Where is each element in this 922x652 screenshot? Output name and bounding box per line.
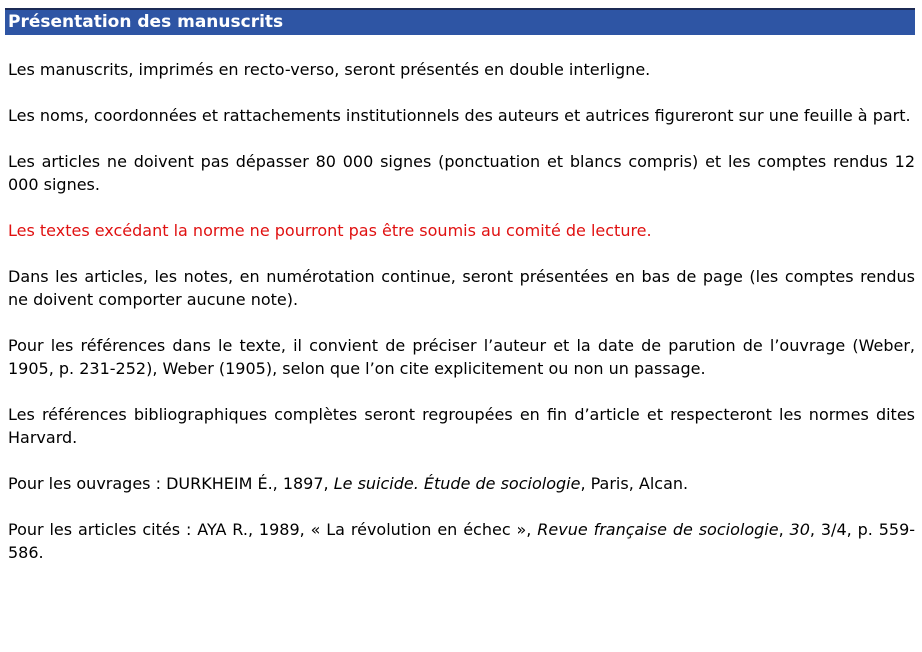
- paragraph: [8, 150, 915, 196]
- paragraph: [8, 403, 915, 449]
- paragraph: [8, 58, 915, 81]
- text-run: Le suicide. Étude de sociologie: [333, 474, 581, 493]
- text-run: Les textes excédant la norme ne pourront pas être soumis au comité de lecture.: [8, 221, 652, 240]
- paragraph: [8, 518, 915, 564]
- text-run: Dans les articles, les notes, en numérotation continue, seront présentées en bas de page (les comptes rendus ne doivent comporter aucune note).: [8, 267, 915, 309]
- paragraph: [8, 104, 915, 127]
- text-run: Les noms, coordonnées et rattachements institutionnels des auteurs et autrices figureront sur une feuille à part.: [8, 106, 911, 125]
- text-run: Les articles ne doivent pas dépasser 80 000 signes (ponctuation et blancs compris) et les comptes rendus 12 000 signes.: [8, 152, 915, 194]
- text-run: 30: [789, 520, 810, 539]
- text-run: Pour les articles cités : AYA R., 1989, « La révolution en échec »,: [8, 520, 538, 539]
- paragraph: [8, 219, 915, 242]
- text-run: Les références bibliographiques complètes seront regroupées en fin d’article et respecteront les normes dites Harvard.: [8, 405, 915, 447]
- document-body: [5, 58, 915, 564]
- text-run: Revue française de sociologie: [537, 520, 779, 539]
- section-header: Présentation des manuscrits: [5, 8, 915, 35]
- text-run: Pour les références dans le texte, il convient de préciser l’auteur et la date de parution de l’ouvrage (Weber, 1905, p. 231-252), Weber (1905), selon que l’on cite explicitement ou non un passage.: [8, 336, 915, 378]
- text-run: ,: [778, 520, 790, 539]
- text-run: Les manuscrits, imprimés en recto-verso, seront présentés en double interligne.: [8, 60, 651, 79]
- text-run: , Paris, Alcan.: [580, 474, 689, 493]
- paragraph: [8, 265, 915, 311]
- paragraph: [8, 334, 915, 380]
- text-run: Pour les ouvrages : DURKHEIM É., 1897,: [8, 474, 334, 493]
- text-run: , 3/4, p. 559-586.: [8, 520, 916, 562]
- paragraph: [8, 472, 915, 495]
